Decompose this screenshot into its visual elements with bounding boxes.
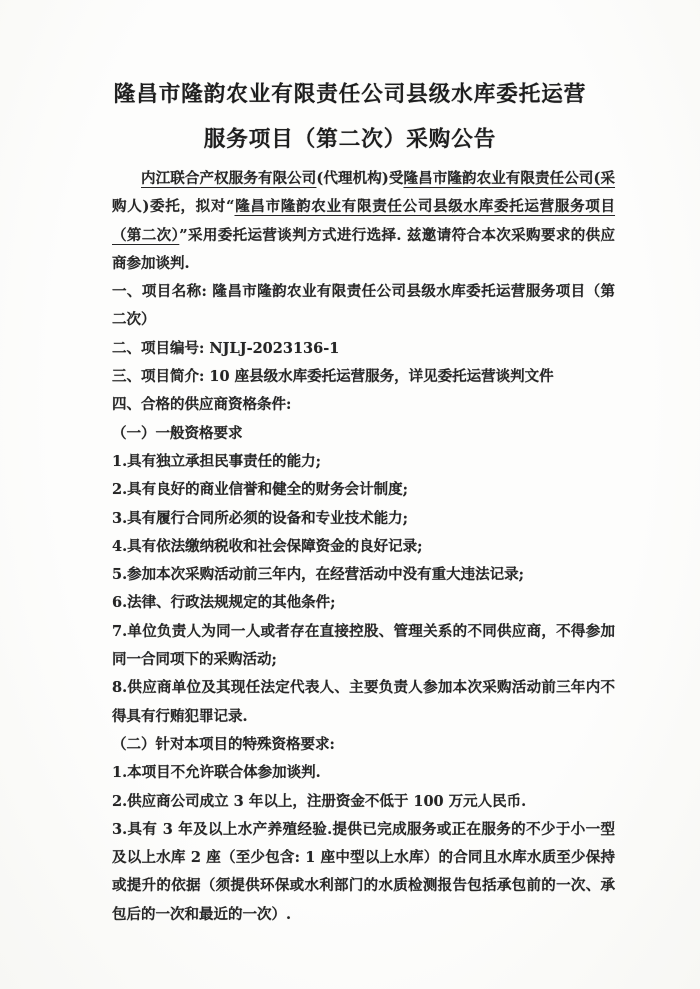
doc-title-line2: 服务项目（第二次）采购公告: [203, 127, 497, 152]
text-run: (代理机构)受: [316, 170, 404, 187]
underlined-text-run: 内江联合产权服务有限公司: [141, 170, 317, 187]
section-line: （二）针对本项目的特殊资格要求:: [112, 735, 335, 753]
doc-title: [0, 72, 700, 162]
doc-body: [0, 165, 700, 929]
section-line: 1.本项目不允许联合体参加谈判.: [112, 764, 321, 782]
section-line: 3.具有 3 年及以上水产养殖经验.提供已完成服务或正在服务的不少于小一型及以上水库 2 座（至少包含: 1 座中型以上水库）的合同且水库水质至少保持或提升的依据（须提供环保或水利部门的水质检测报告包括承包前的一次、承包后的一次和最近的一次）.: [112, 820, 615, 923]
text-run: 购人)委托，拟对“: [112, 198, 235, 216]
intro-paragraph: [112, 165, 615, 278]
section-line: 一、项目名称: 隆昌市隆韵农业有限责任公司县级水库委托运营服务项目（第二次）: [112, 283, 615, 329]
underlined-text-run: 隆昌市隆韵农业有限责任公司县级水库委托运营服务项目（第二次）: [112, 198, 616, 244]
section-line: 5.参加本次采购活动前三年内，在经营活动中没有重大违法记录;: [112, 566, 524, 584]
section-line: 2.供应商公司成立 3 年以上，注册资金不低于 100 万元人民币.: [112, 792, 527, 810]
section-line: 6.法律、行政法规规定的其他条件;: [112, 594, 336, 612]
section-line: 1.具有独立承担民事责任的能力;: [112, 452, 321, 470]
section-line: （一）一般资格要求: [112, 424, 243, 442]
section-line: 二、项目编号: NJLJ-2023136-1: [112, 339, 340, 357]
doc-title-line1: 隆昌市隆韵农业有限责任公司县级水库委托运营: [113, 82, 587, 107]
section-line: 4.具有依法缴纳税收和社会保障资金的良好记录;: [112, 537, 423, 555]
sections: [112, 278, 615, 929]
section-line: 2.具有良好的商业信誉和健全的财务会计制度;: [112, 481, 408, 499]
text-run: ”采用委托运营谈判方式进行选择. 兹邀请符合本次采购要求的供应商参加谈判.: [112, 226, 616, 272]
section-line: 7.单位负责人为同一人或者存在直接控股、管理关系的不同供应商，不得参加同一合同项下的采购活动;: [112, 622, 615, 669]
section-line: 3.具有履行合同所必须的设备和专业技术能力;: [112, 509, 408, 527]
section-line: 四、合格的供应商资格条件:: [112, 396, 292, 414]
section-line: 8.供应商单位及其现任法定代表人、主要负责人参加本次采购活动前三年内不得具有行贿犯罪记录.: [112, 679, 615, 725]
underlined-text-run: 隆昌市隆韵农业有限责任公司(采: [403, 170, 616, 187]
section-line: 三、项目简介: 10 座县级水库委托运营服务，详见委托运营谈判文件: [112, 368, 554, 386]
